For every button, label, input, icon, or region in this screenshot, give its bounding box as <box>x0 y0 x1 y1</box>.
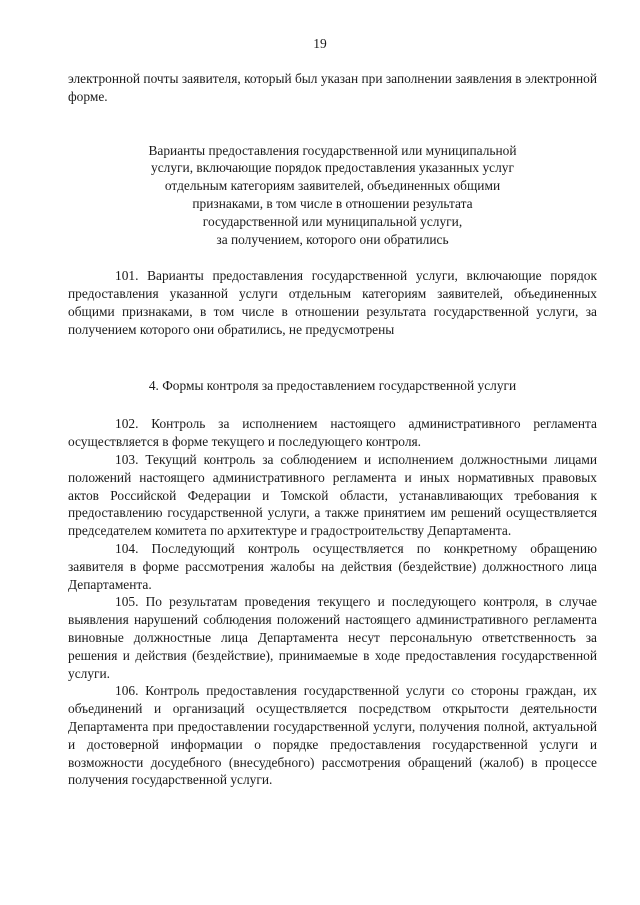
heading-line: государственной или муниципальной услуги, <box>202 213 463 229</box>
intro-paragraph: электронной почты заявителя, который был указан при заполнении заявления в электронной форме. <box>68 71 597 104</box>
paragraph-101: 101. Варианты предоставления государственной услуги, включающие порядок предоставления указанной услуги отдельным категориям заявителей, объединенных общими признаками, в том числе в отношении результата государственной услуги, за получением которого они обратились, не предусмотрены <box>68 268 597 337</box>
heading-line: признаками, в том числе в отношении результата <box>192 195 473 211</box>
paragraph-105: 105. По результатам проведения текущего и последующего контроля, в случае выявления нарушений соблюдения положений настоящего административного регламента виновные должностные лица Департамента несут персональную ответственность за решения и действия (бездействие), принимаемые в ходе предоставления государственной услуги. <box>68 594 597 681</box>
document-body <box>68 70 597 789</box>
section-heading-control: 4. Формы контроля за предоставлением государственной услуги <box>148 377 517 393</box>
heading-line: отдельным категориям заявителей, объединенных общими <box>164 178 501 194</box>
paragraph-106: 106. Контроль предоставления государственной услуги со стороны граждан, их объединений и организаций осуществляется посредством открытости деятельности Департамента при предоставлении государственной услуги, получения полной, актуальной и достоверной информации о порядке предоставления государственной услуги и возможности досудебного (внесудебного) рассмотрения обращений (жалоб) в процессе получения государственной услуги. <box>68 683 597 788</box>
heading-line: Варианты предоставления государственной или муниципальной <box>148 142 517 158</box>
heading-line: за получением, которого они обратились <box>216 231 449 247</box>
paragraph-103: 103. Текущий контроль за соблюдением и исполнением должностными лицами положений настоящего административного регламента и иных нормативных правовых актов Российской Федерации и Томской области, устанавливающих требования к предоставлению государственной услуги, а также принятием им решений осуществляется председателем комитета по архитектуре и градостроительству Департамента. <box>68 451 597 539</box>
paragraph-104: 104. Последующий контроль осуществляется по конкретному обращению заявителя в форме рассмотрения жалобы на действия (бездействие) должностного лица Департамента. <box>68 540 597 592</box>
section-heading-variants <box>68 142 597 249</box>
paragraph-102: 102. Контроль за исполнением настоящего административного регламента осуществляется в форме текущего и последующего контроля. <box>68 416 597 450</box>
heading-line: услуги, включающие порядок предоставления указанных услуг <box>151 160 514 176</box>
page-number: 19 <box>313 36 327 51</box>
